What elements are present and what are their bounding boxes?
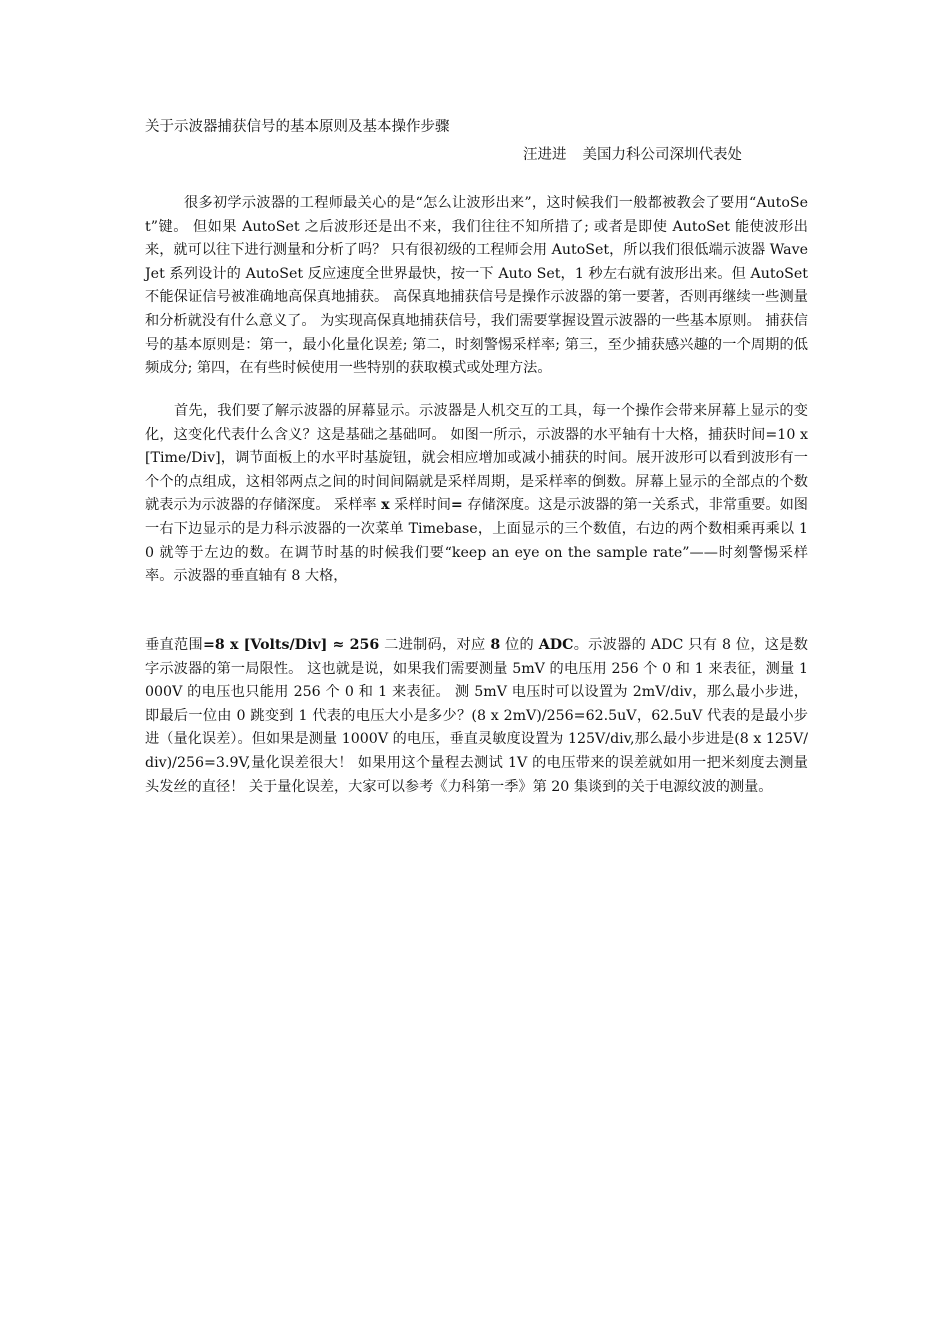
document-title: 关于示波器捕获信号的基本原则及基本操作步骤 <box>145 119 450 135</box>
paragraph-3-text-a: 垂直范围 <box>145 637 203 653</box>
paragraph-2-text-c: 采样时间 <box>389 497 451 514</box>
author-organization: 美国力科公司深圳代表处 <box>582 147 742 163</box>
paragraph-3-text-e: 位的 <box>500 637 539 653</box>
paragraph-3-bold-8: 8 <box>490 637 501 653</box>
paragraph-3-bold-adc: ADC <box>538 637 574 653</box>
paragraph-3-text-c: 二进制码，对应 <box>379 637 491 653</box>
paragraph-2-bold-x: x <box>381 497 390 514</box>
paragraph-2-bold-equals: = <box>450 497 463 514</box>
paragraph-1: 很多初学示波器的工程师最关心的是“怎么让波形出来”，这时候我们一般都被教会了要用“AutoSet”键。 但如果 AutoSet 之后波形还是出不来，我们往往不知所措了; 或者是即使 AutoSet 能使波形出来，就可以往下进行测量和分析了吗？ 只有很初级的工程师会用 AutoSet，所以我们很低端示波器 WaveJet 系列设计的 AutoSet 反应速度全世界最快，按一下 Auto Set，1 秒左右就有波形出来。但 AutoSet 不能保证信号被准确地高保真地捕获。 高保真地捕获信号是操作示波器的第一要著，否则再继续一些测量和分析就没有什么意义了。 为实现高保真地捕获信号，我们需要掌握设置示波器的一些基本原则。 捕获信号的基本原则是：第一，最小化量化误差; 第二，时刻警惕采样率; 第三，至少捕获感兴趣的一个周期的低频成分; 第四，在有些时候使用一些特别的获取模式或处理方法。 <box>145 195 808 377</box>
paragraph-2 <box>145 400 808 589</box>
author-line <box>523 145 742 165</box>
paragraph-3 <box>145 634 808 799</box>
paragraph-2-text-e: 存储深度。这是示波器的第一关系式，非常重要。如图一右下边显示的是力科示波器的一次菜单 Timebase，上面显示的三个数值，右边的两个数相乘再乘以 10 就等于左边的数。在调节时基的时候我们要“keep an eye on the sample rate”——时刻警惕采样率。示波器的垂直轴有 8 大格， <box>145 497 808 585</box>
paragraph-2-text-a: 首先，我们要了解示波器的屏幕显示。示波器是人机交互的工具，每一个操作会带来屏幕上显示的变化，这变化代表什么含义？这是基础之基础呵。 如图一所示，示波器的水平轴有十大格，捕获时间=10 x [Time/Div]，调节面板上的水平时基旋钮，就会相应增加或减小捕获的时间。展开波形可以看到波形有一个个的点组成，这相邻两点之间的时间间隔就是采样周期，是采样率的倒数。屏幕上显示的全部点的个数就表示为示波器的存储深度。 采样率 <box>145 403 808 514</box>
author-name: 汪进进 <box>523 147 567 163</box>
paragraph-3-text-g: 。示波器的 ADC 只有 8 位，这是数字示波器的第一局限性。 这也就是说，如果我们需要测量 5mV 的电压用 256 个 0 和 1 来表征，测量 1000V 的电压也只能用 256 个 0 和 1 来表征。 测 5mV 电压时可以设置为 2mV/div，那么最小步进，即最后一位由 0 跳变到 1 代表的电压大小是多少？(8 x 2mV)/256=62.5uV，62.5uV 代表的是最小步进（量化误差）。但如果是测量 1000V 的电压，垂直灵敏度设置为 125V/div,那么最小步进是(8 x 125V/div)/256=3.9V,量化误差很大！ 如果用这个量程去测试 1V 的电压带来的误差就如用一把米刻度去测量头发丝的直径！ 关于量化误差，大家可以参考《力科第一季》第 20 集谈到的关于电源纹波的测量。 <box>145 637 808 795</box>
paragraph-3-bold-formula: =8 x [Volts/Div] ≈ 256 <box>202 637 380 653</box>
